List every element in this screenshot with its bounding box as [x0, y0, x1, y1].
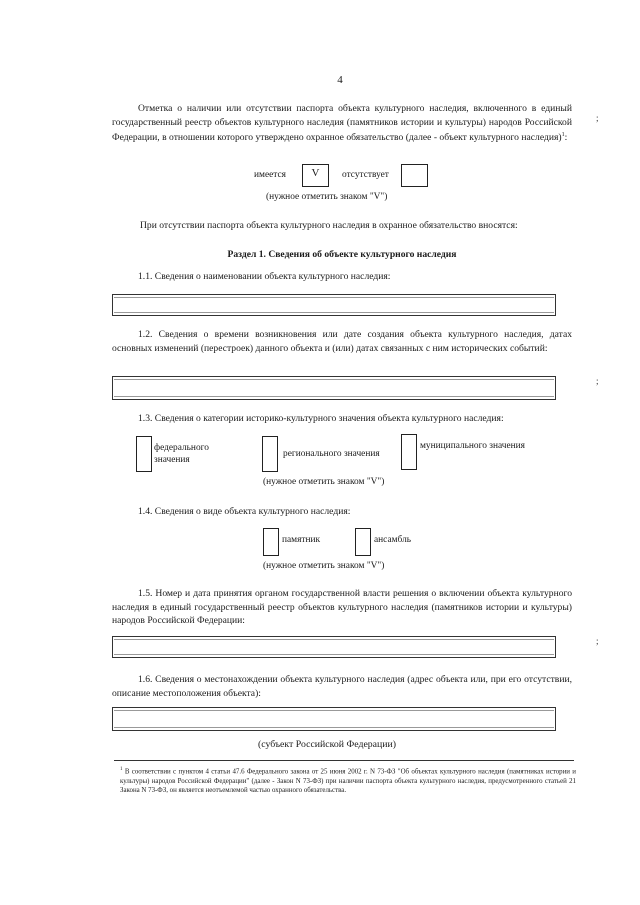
- passport-intro-text: Отметка о наличии или отсутствии паспорта объекта культурного наследия, включенного в единый государственный реестр объектов культурного наследия (памятников истории и культуры) народов Российской Федерации, в отношении которого утверждено охранное обязательство (далее - объект культурного наследия): [112, 103, 572, 144]
- margin-mark: ;: [596, 113, 599, 123]
- item-1-5-title: 1.5. Номер и дата принятия органом государственной власти решения о включении объекта культурного наследия в единый государственный реестр объектов культурного наследия (памятников истории и культуры) народов Российской Федерации:: [112, 588, 572, 627]
- category-municipal-checkbox[interactable]: [401, 434, 417, 470]
- footnote-text: В соответствии с пунктом 4 статьи 47.6 Федерального закона от 25 июня 2002 г. N 73-ФЗ "Об объектах культурного наследия (памятниках истории и культуры) народов Российской Федерации" (далее - Закон N 73-ФЗ) при наличии паспорта объекта культурного наследия, предусмотренного статьей 21 Закона N 73-ФЗ, он является неотъемлемой частью охранного обязательства.: [120, 768, 576, 795]
- passport-absent-checkbox[interactable]: [401, 164, 428, 187]
- passport-has-label: имеется: [254, 170, 286, 180]
- type-ensemble-label: ансамбль: [374, 535, 412, 545]
- category-regional-label: регионального значения: [283, 449, 380, 459]
- location-field[interactable]: [112, 707, 556, 731]
- footnote: [120, 765, 576, 796]
- item-1-2-title: 1.2. Сведения о времени возникновения или дате создания объекта культурного наследия, датах основных изменений (перестроек) данного объекта и (или) датах связанных с ним исторических событий:: [112, 329, 572, 354]
- footnote-separator: [114, 760, 574, 761]
- item-1-1-title: 1.1. Сведения о наименовании объекта культурного наследия:: [138, 271, 391, 282]
- passport-has-checkbox[interactable]: [302, 164, 329, 187]
- check-mark: V: [311, 167, 320, 179]
- category-regional-checkbox[interactable]: [262, 436, 278, 472]
- margin-mark: ;: [596, 376, 599, 386]
- page-number: 4: [337, 74, 343, 86]
- category-municipal-label: муниципального значения: [420, 441, 525, 451]
- type-hint: (нужное отметить знаком "V"): [263, 561, 385, 571]
- subject-caption: (субъект Российской Федерации): [258, 739, 397, 750]
- passport-intro: [112, 102, 572, 145]
- item-1-6-title: 1.6. Сведения о местонахождении объекта культурного наследия (адрес объекта или, при его отсутствии, описание местоположения объекта):: [112, 674, 572, 699]
- object-dates-field[interactable]: [112, 376, 556, 400]
- item-1-4-title: 1.4. Сведения о виде объекта культурного наследия:: [138, 506, 351, 517]
- passport-absent-label: отсутствует: [342, 170, 389, 180]
- category-federal-label: федерального значения: [154, 443, 209, 465]
- category-federal-checkbox[interactable]: [136, 436, 152, 472]
- type-monument-label: памятник: [282, 535, 321, 545]
- margin-mark: ;: [596, 636, 599, 646]
- category-hint: (нужное отметить знаком "V"): [263, 477, 385, 487]
- object-name-field[interactable]: [112, 294, 556, 316]
- footnote-ref: 1: [561, 132, 565, 139]
- absent-passport-note: При отсутствии паспорта объекта культурного наследия в охранное обязательство вносятся:: [140, 220, 518, 231]
- passport-intro-tail: :: [564, 132, 568, 144]
- registry-decision-field[interactable]: [112, 636, 556, 658]
- item-1-3-title: 1.3. Сведения о категории историко-культурного значения объекта культурного наследия:: [138, 413, 504, 424]
- footnote-number: 1: [120, 767, 123, 772]
- passport-hint: (нужное отметить знаком "V"): [266, 192, 388, 202]
- type-monument-checkbox[interactable]: [263, 528, 279, 556]
- type-ensemble-checkbox[interactable]: [355, 528, 371, 556]
- section-title: Раздел 1. Сведения об объекте культурного наследия: [227, 249, 457, 260]
